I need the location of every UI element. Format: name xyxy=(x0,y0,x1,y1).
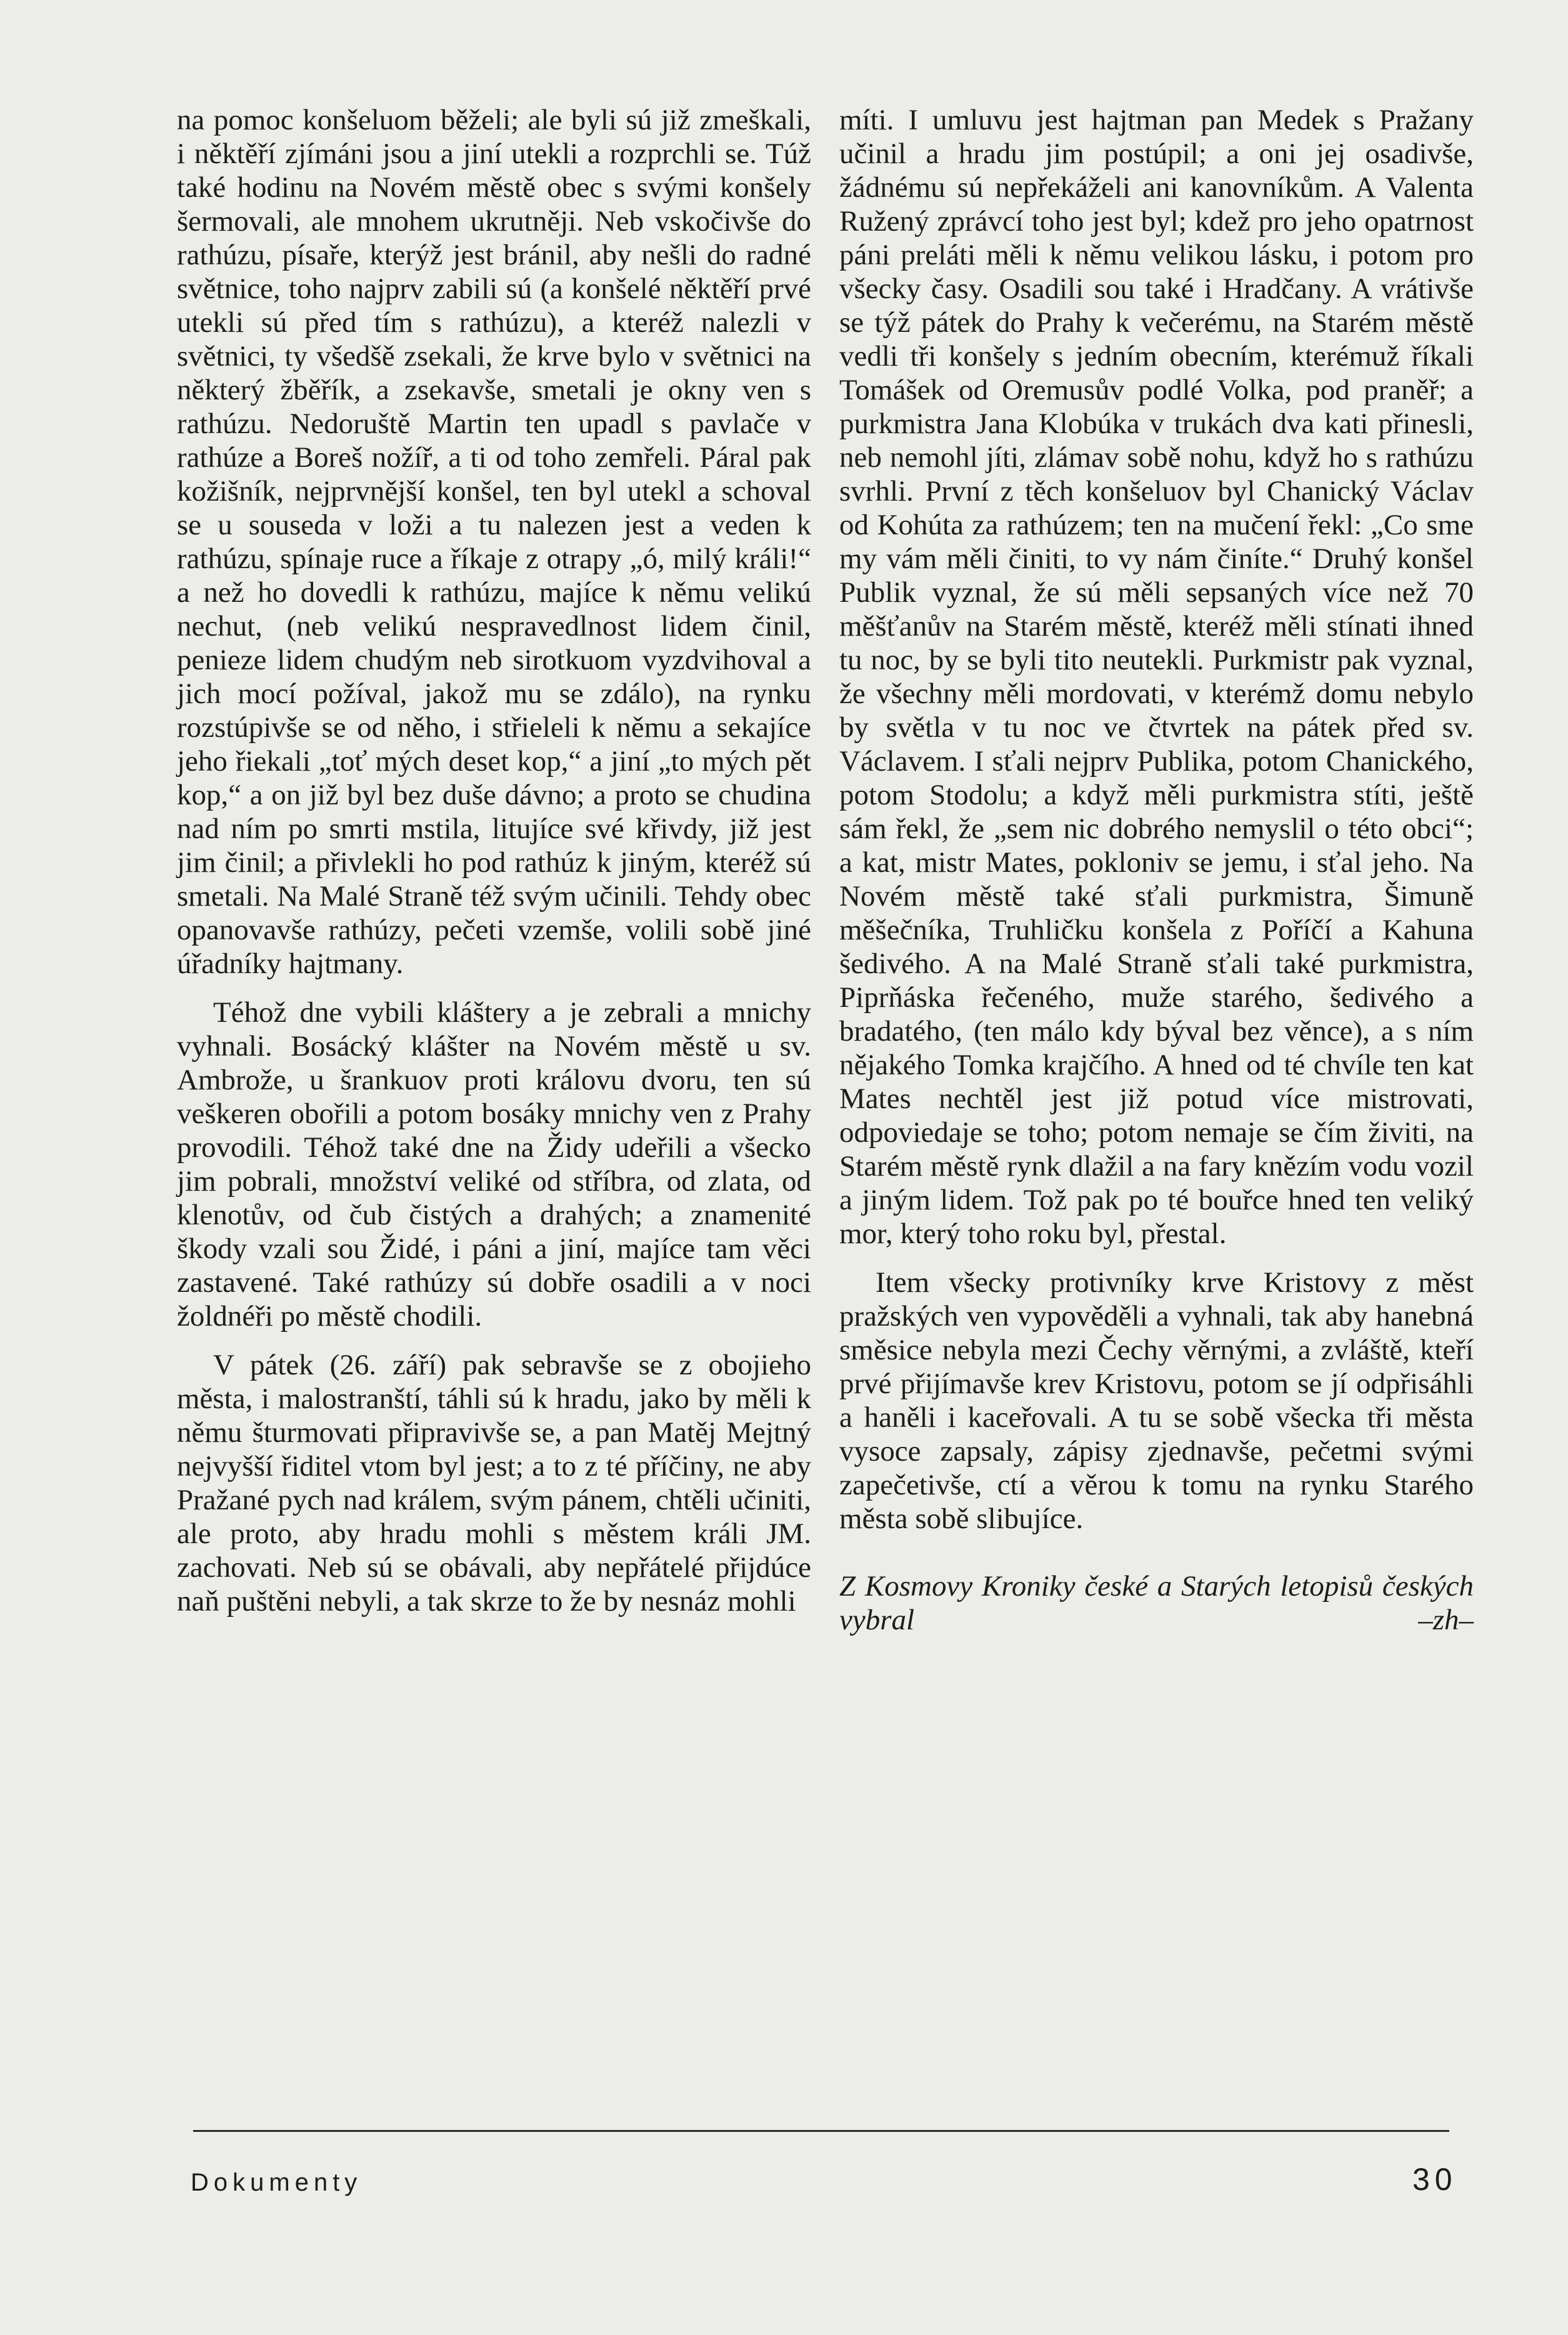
source-note xyxy=(839,1569,1474,1637)
paragraph: V pátek (26. září) pak sebravše se z obojieho města, i malostranští, táhli sú k hradu, jako by měli k němu šturmovati připravivše se, a pan Matěj Mejtný nejvyšší řiditel vtom byl jest; a to z té příčiny, ne aby Pražané pych nad králem, svým pánem, chtěli učiniti, ale proto, aby hradu mohli s městem králi JM. zachovati. Neb sú se obávali, aby nepřátelé přijdúce naň puštěni nebyli, a tak skrze to že by nesnáz mohli xyxy=(177,1349,811,1618)
paragraph: míti. I umluvu jest hajtman pan Medek s Pražany učinil a hradu jim postúpil; a oni jej osadivše, žádnému sú nepřekáželi ani kanovníkům. A Valenta Ružený zprávcí toho jest byl; kdež pro jeho opatrnost páni preláti měli k němu velikou lásku, i potom pro všecky časy. Osadili sou také i Hradčany. A vrátivše se týž pátek do Prahy k večerému, na Starém městě vedli tři konšely s jedním obecním, kterémuž říkali Tomášek od Oremusův podlé Volka, pod praněř; a purkmistra Jana Klobúka v trukách dva kati přinesli, neb nemohl jíti, zlámav sobě nohu, když ho s rathúzu svrhli. První z těch konšeluov byl Chanický Václav od Kohúta za rathúzem; ten na mučení řekl: „Co sme my vám měli činiti, to vy nám činíte.“ Druhý konšel Publik vyznal, že sú měli sepsaných více než 70 měšťanův na Starém městě, kteréž měli stínati ihned tu noc, by se byli tito neutekli. Purkmistr pak vyznal, že všechny měli mordovati, v kterémž domu nebylo by světla v tu noc ve čtvrtek na pátek před sv. Václavem. I sťali nejprv Publika, potom Chanického, potom Stodolu; a když měli purkmistra stíti, ještě sám řekl, že „sem nic dobrého nemyslil o této obci“; a kat, mistr Mates, pokloniv se jemu, i sťal jeho. Na Novém městě také sťali purkmistra, Šimuně měšečníka, Truhličku konšela z Poříčí a Kahuna šedivého. A na Malé Straně sťali také purkmistra, Piprňáska řečeného, muže starého, šedivého a bradatého, (ten málo kdy býval bez věnce), a s ním nějakého Tomka krajčího. A hned od té chvíle ten kat Mates nechtěl jest již potud více mistrovati, odpoviedaje se toho; potom nemaje se čím živiti, na Starém městě rynk dlažil a na fary knězím vodu vozil a jiným lidem. Tož pak po té bouřce hned ten veliký mor, který toho roku byl, přestal. xyxy=(839,104,1474,1250)
footer-divider xyxy=(193,2130,1449,2132)
left-text-column xyxy=(177,103,811,1633)
paragraph: Téhož dne vybili kláštery a je zebrali a mnichy vyhnali. Bosácký klášter na Novém městě u sv. Ambrože, u šrankuov proti královu dvoru, ten sú veškeren obořili a potom bosáky mnichy ven z Prahy provodili. Téhož také dne na Židy udeřili a všecko jim pobrali, množství veliké od stříbra, od zlata, od klenotův, od čub čistých a drahých; a znamenité škody vzali sou Židé, i páni a jiní, majíce tam věci zastavené. Také rathúzy sú dobře osadili a v noci žoldnéři po městě chodili. xyxy=(177,996,811,1332)
source-text: Z Kosmovy Kroniky české a Starých letopisů českých vybral xyxy=(839,1570,1474,1636)
paragraph: na pomoc konšeluom běželi; ale byli sú již zmeškali, i něktěří zjímáni jsou a jiní utekli a rozprchli se. Túž také hodinu na Novém městě obec s svými konšely šermovali, ale mnohem ukrutněji. Neb vskočivše do rathúzu, písaře, kterýž jest bránil, aby nešli do radné světnice, toho najprv zabili sú (a konšelé něktěří prvé utekli sú před tím s rathúzu), a kteréž nalezli v světnici, ty všedšě zsekali, že krve bylo v světnici na některý žběřík, a zsekavše, smetali je okny ven s rathúzu. Nedoruště Martin ten upadl s pavlače v rathúze a Boreš nožíř, a ti od toho zemřeli. Páral pak kožišník, nejprvnější konšel, ten byl utekl a schoval se u souseda v loži a tu nalezen jest a veden k rathúzu, spínaje ruce a říkaje z otrapy „ó, milý králi!“ a než ho dovedli k rathúzu, majíce k němu velikú nechut, (neb velikú nespravedlnost lidem činil, penieze lidem chudým neb sirotkuom vyzdvihoval a jich mocí požíval, jakož mu se zdálo), na rynku rozstúpivše se od něho, i střieleli k němu a sekajíce jeho řiekali „toť mých deset kop,“ a jiní „to mých pět kop,“ a on již byl bez duše dávno; a proto se chudina nad ním po smrti mstila, litujíce své křivdy, již jest jim činil; a přivlekli ho pod rathúz k jiným, kteréž sú smetali. Na Malé Straně též svým učinili. Tehdy obec opanovavše rathúzy, pečeti vzemše, volili sobě jiné úřadníky hajtmany. xyxy=(177,104,811,980)
right-text-column xyxy=(839,103,1474,1652)
paragraph: Item všecky protivníky krve Kristovy z měst pražských ven vypověděli a vyhnali, tak aby hanebná směsice nebyla mezi Čechy věrnými, a zvláště, kteří prvé přijímavše krev Kristovu, potom se jí odpřisáhli a haněli i kaceřovali. A tu se sobě všecka tři města vysoce zapsaly, zápisy zjednavše, pečetmi svými zapečetivše, ctí a věrou k tomu na rynku Starého města sobě slibujíce. xyxy=(839,1266,1474,1535)
page-number: 30 xyxy=(1412,2162,1457,2197)
footer-section-label: Dokumenty xyxy=(191,2169,362,2196)
author-signature: –zh– xyxy=(1418,1604,1474,1636)
